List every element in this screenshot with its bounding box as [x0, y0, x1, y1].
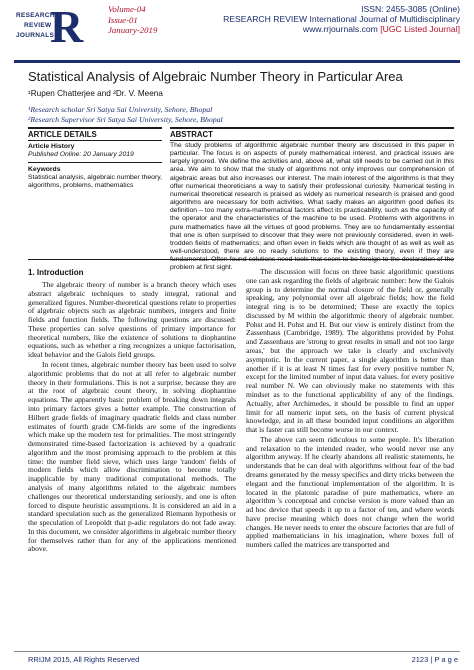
published-date: Published Online: 20 January 2019	[28, 151, 134, 158]
affiliation-1: ¹Research scholar Sri Satya Sai University, Sehore, Bhopal	[28, 105, 213, 114]
copyright: RRIJM 2015, All Rights Reserved	[28, 655, 140, 664]
abstract-text: The study problems of algorithmic algebraic number theory are discussed in this paper in particular. The focus is on aspects of purely mathematical interest, and practical issues are largely ignored. We define the activities and, above all, what still needs to be carried out in this area. We aim to show that the study of algorithms not only improves our comprehension of algebraic areas but also increases our interest. The main interest of the algorithms is that they offer numerical theoreticians a way to satisfy their professional curiosity. Numerical testing in numerical theoretical research is praised as widely as numerical research is praised and good algorithms are necessary for both activities. What sadly makes an algorithm good defies its definition – too many extra-mathematical factors affect its practicability, such as the capacity of the operator and the characteristics of the machine to be used. Problems with algorithms in pure mathematics have all the virtues of good problems. They are so fundamentally essential that one is often surprised to discover that they were not previously considered, even in well-trodden fields of mathematics; and often even in fields which are thought of as well as well as well-understood, there are no ready solutions to the existing theory, even if they are problem at first sight.	[170, 142, 454, 272]
affiliations	[28, 105, 223, 124]
keywords-label: Keywords	[28, 166, 61, 173]
journal-logo	[16, 1, 98, 60]
journal-info	[223, 4, 460, 35]
logo-word-1: RESEARCH	[16, 12, 55, 19]
issue: Issue-01	[108, 14, 138, 25]
body-paragraph: The above can seem ridiculous to some people. It's liberation and relaxation to the intended reader, who would never use any algorithm anyway. If he clearly abandons all realistic statements, he understands that he can deal with algorithms without fear of the bad dreams generated by the messy specifics and dirty tricks between the elegant and the functional implementation of the algorithm. It is located in the platonic paradise of pure mathematics, where an algorithm 's conceptual and concise version is more valued than an ad hoc device that speeds it up to a factor of ten, and where words have precise meaning which does not change when the world changes. He never needs to enter the obscure factories that are full of applied mathematicians in his imagination, where boxes full of numbers called the matrices are transported and	[246, 434, 454, 550]
details-history-rule	[28, 162, 162, 163]
paper-title: Statistical Analysis of Algebraic Number Theory in Particular Area	[28, 69, 403, 84]
header-divider	[14, 60, 460, 63]
abstract-heading: ABSTRACT	[170, 130, 213, 139]
logo-word-3: JOURNALS	[16, 32, 55, 39]
body-right-column	[246, 268, 454, 551]
website-line	[223, 24, 460, 34]
body-paragraph: In recent times, algebraic number theory has been used to solve algorithmic problems that do not at all refer to algebraic number theory in their formulations. This is not a surprise, because they are at the root of algebraic count theory, in solving diophantine equations. The apparently basic problem of breaking down integrals into primary factors gives a better example. The construction of Hilbert grade fields of imaginary quadratic fields and class number estimates of fourth grade CM-fields are some of the ingredients which make up the modern test for primalities. The most stringently demonstrated time-based factorization is achieved by a quadratic algorithm and the most promising approach to the problem at this time: the number field sieve, which uses large 'random' fields of modern fields which allow discrimination to become totally inapplicable by many traditional computational methods. The analysis of many algorithms related to the algebraic numbers challenges our theoretical understanding seriously, and one is often forced to dispute heuristic assumptions. It is considered an aid in a standard speculation such as the generalized Riemann hypothesis or the speculation of Leopoldt that p-adic regulators do not fade away. In this document, we consider algorithms in algebraic number theory for themselves rather than for any of the applications mentioned above.	[28, 360, 236, 554]
ugc-listed: [UGC Listed Journal]	[380, 24, 460, 35]
paper-authors: ¹Rupen Chatterjee and ²Dr. V. Meena	[28, 89, 163, 98]
body-paragraph: The discussion will focus on three basic algorithmic questions one can ask regarding the fields of algebraic number: how the Galois group is to determine the normal closure of the field or, generally speaking, any polynomial over all algebraic fields; how the field integral ring is to be determined; These are exactly the topics discussed by M within the algorithmic theory of algebraic number. Pohst and H. Pohst and H. But our view is entirely distinct from the Zassenhaus (Cambridge, 1989). The algorithms provided by Pohst and Zassenhaus are 'strong to great results in small and not too large areas,' but the approach we take is clearly and exclusively asymptotic. In the current paper, a single algorithm is better than another if it is at least N times fast for every positive number N, except for the limited number of input data values. for every positive real number N. We can obviously make no statements with this mindset as to the functional applicability of any of the findings. Actually, after Archimedes, it should be possible to find an upper limit for all numeric input sets, on the basis of current physical knowledge, and in all these bounded input conditions an algorithm that is faster can still become worse in our context.	[246, 267, 454, 435]
website-link[interactable]: www.rrjournals.com	[302, 24, 378, 35]
volume: Volume-04	[108, 4, 146, 14]
article-details-heading: ARTICLE DETAILS	[28, 130, 97, 139]
details-mid-rule	[28, 140, 162, 141]
volume-info	[108, 4, 157, 36]
logo-letter: R	[50, 1, 84, 52]
affiliation-2: ²Research Supervisor Sri Satya Sai University, Sehore, Bhopal	[28, 114, 223, 124]
article-history-label: Article History	[28, 143, 75, 150]
footer-divider	[14, 651, 460, 652]
keywords-list: Statistical analysis, algebraic number theory, algorithms, problems, mathematics	[28, 174, 162, 190]
abstract-mid-rule	[170, 140, 454, 141]
logo-word-2: REVIEW	[24, 22, 52, 29]
details-top-rule	[28, 127, 162, 129]
page-number: 2123 | P a g e	[411, 655, 458, 664]
introduction-heading: 1. Introduction	[28, 268, 84, 277]
abstract-top-rule	[170, 127, 454, 129]
body-paragraph: The algebraic theory of number is a branch theory which uses abstract algebraic techniques to study integral, rational and generalized figures. Number-theoretical questions relate to properties of algebraic objects such as algebraic numbers, integers and finite fields and function fields. The following questions are discussed: These properties can solve questions of primary importance for theoretical numbers, like the existence of solutions to diophantine equations, such as whether a ring recognizes a unique factorisation, ideal behavior and the Galois field groups.	[28, 280, 236, 360]
journal-name: RESEARCH REVIEW International Journal of Multidisciplinary	[223, 14, 460, 25]
journal-header	[0, 0, 474, 62]
body-left-column	[28, 281, 236, 555]
abstract-bottom-rule	[28, 259, 454, 260]
issue-date: January-2019	[108, 25, 158, 35]
issn: ISSN: 2455-3085 (Online)	[361, 4, 460, 14]
